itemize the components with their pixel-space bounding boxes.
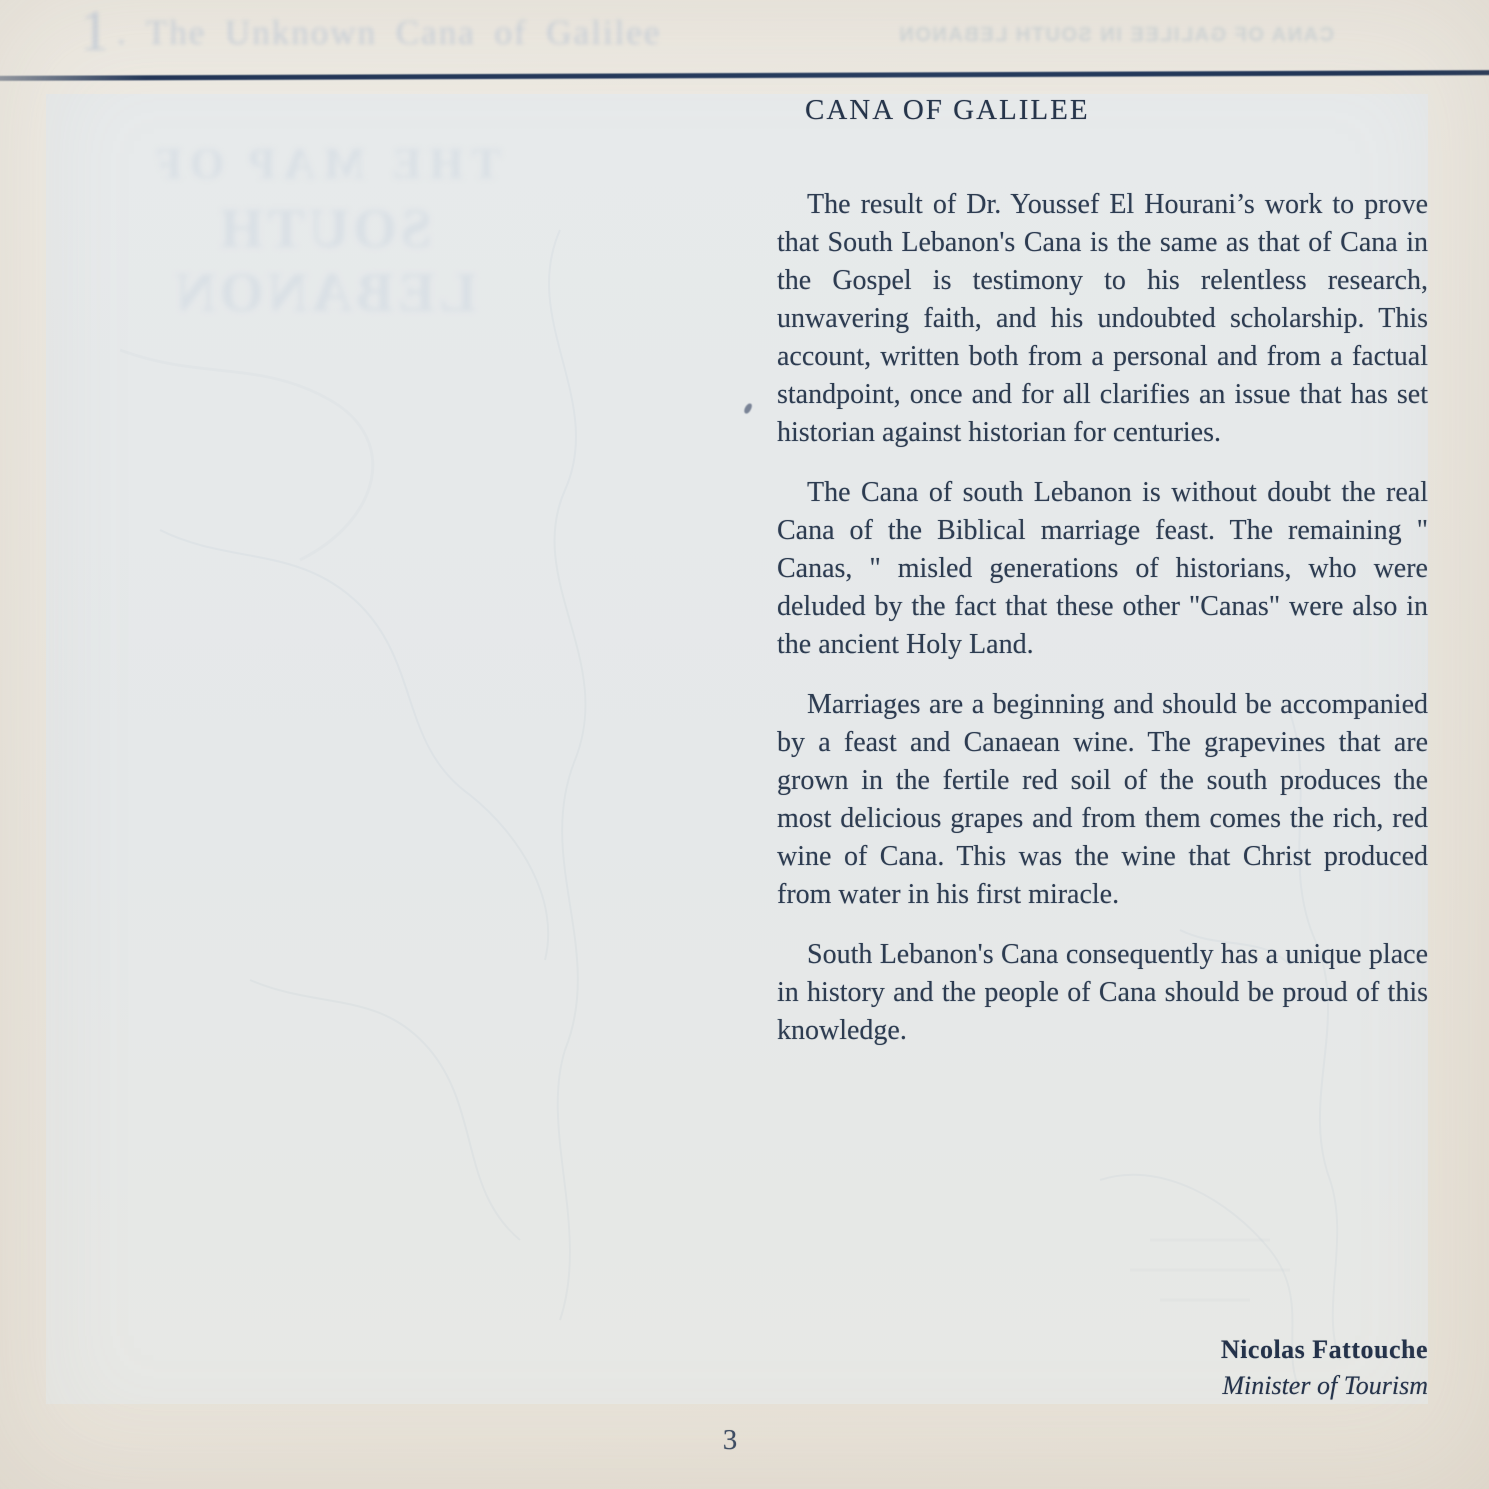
signature-role: Minister of Tourism xyxy=(1222,1371,1428,1400)
paragraph-4: South Lebanon's Cana consequently has a unique place in history and the people of Cana should be proud of this knowledge. xyxy=(777,939,1428,1046)
body-text-column xyxy=(777,186,1428,1072)
page-number: 3 xyxy=(722,1424,738,1456)
paragraph-2: The Cana of south Lebanon is without doubt the real Cana of the Biblical marriage feast. The remaining " Canas, " misled generations of historians, who were deluded by the fact that these other "Canas" were also in the ancient Holy Land. xyxy=(777,477,1428,660)
ghost-chapter-numeral: 1 xyxy=(80,0,111,63)
ghost-chapter-heading xyxy=(80,0,820,63)
ghost-map-title-line1: THE MAP OF xyxy=(147,139,501,188)
signature-block xyxy=(1221,1332,1428,1404)
paragraph-3: Marriages are a beginning and should be accompanied by a feast and Canaean wine. The grapevines that are grown in the fertile red soil of the south produces the most delicious grapes and from them comes the rich, red wine of Cana. This was the wine that Christ produced from water in his first miracle. xyxy=(777,689,1428,910)
ghost-chapter-title: . The Unknown Cana of Galilee xyxy=(117,13,662,52)
signature-name: Nicolas Fattouche xyxy=(1220,1335,1428,1364)
ghost-map-title-line2: SOUTH LEBANON xyxy=(171,198,477,324)
ghost-map-title-mirrored xyxy=(64,138,584,325)
page-title: CANA OF GALILEE xyxy=(805,94,1090,126)
ghost-running-header-mirrored: CANA OF GALILEE IN SOUTH LEBANON xyxy=(897,24,1334,46)
paragraph-1: The result of Dr. Youssef El Hourani’s work to prove that South Lebanon's Cana is the same as that of Cana in the Gospel is testimony to his relentless research, unwavering faith, and his undoubted scholarship. This account, written both from a personal and from a factual standpoint, once and for all clarifies an issue that has set historian against historian for centuries. xyxy=(777,189,1428,448)
